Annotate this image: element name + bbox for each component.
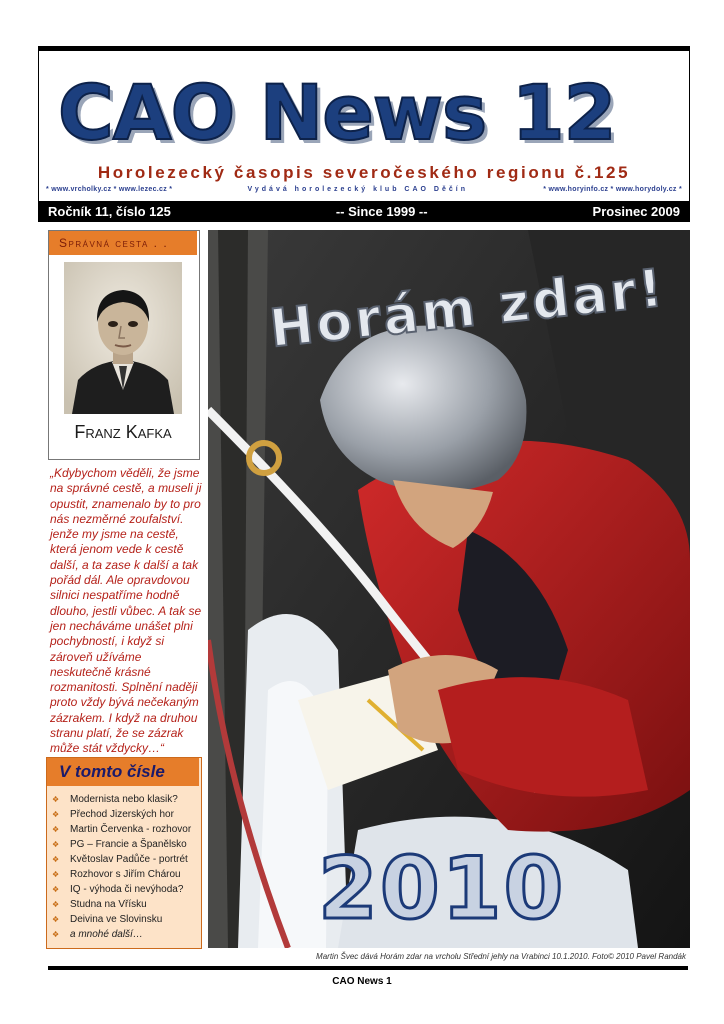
photo-caption: Martin Švec dává Horám zdar na vrcholu Střední jehly na Vrabinci 10.1.2010. Foto© 2010 Pavel Randák xyxy=(316,952,686,961)
portrait-image xyxy=(64,262,182,414)
bullet-icon: ❖ xyxy=(52,795,60,804)
publisher-line: Vydává horolezecký klub CAO Děčín xyxy=(247,186,468,193)
bullet-icon: ❖ xyxy=(52,885,60,894)
contents-list xyxy=(52,792,198,942)
bullet-icon: ❖ xyxy=(52,900,60,909)
issue-date: Prosinec 2009 xyxy=(592,204,680,219)
masthead-links xyxy=(46,186,682,193)
page-footer: CAO News 1 xyxy=(332,976,392,987)
links-right: * www.horyinfo.cz * www.horydoly.cz * xyxy=(543,186,682,193)
magazine-title: CAO News 12 xyxy=(58,68,616,157)
bullet-icon: ❖ xyxy=(52,870,60,879)
issue-volume: Ročník 11, číslo 125 xyxy=(48,204,171,219)
contents-item: ❖ Deivina ve Slovinsku xyxy=(52,914,163,925)
bullet-icon: ❖ xyxy=(52,810,60,819)
cover-photo xyxy=(208,230,690,948)
contents-item: ❖ PG – Francie a Španělsko xyxy=(52,839,187,850)
contents-item: ❖ Studna na Vřísku xyxy=(52,899,147,910)
footer-rule xyxy=(48,966,688,970)
bullet-icon: ❖ xyxy=(52,915,60,924)
contents-item: ❖ a mnohé další… xyxy=(52,929,143,940)
contents-item: ❖ Rozhovor s Jiřím Chárou xyxy=(52,869,181,880)
bullet-icon: ❖ xyxy=(52,930,60,939)
bullet-icon: ❖ xyxy=(52,855,60,864)
issue-bar xyxy=(38,201,690,222)
contents-item: ❖ Květoslav Padůče - portrét xyxy=(52,854,188,865)
contents-item: ❖ Modernista nebo klasik? xyxy=(52,794,178,805)
portrait-name: Franz Kafka xyxy=(74,422,172,442)
contents-item: ❖ Martin Červenka - rozhovor xyxy=(52,824,192,835)
kafka-quote: „Kdybychom věděli, že jsme na správné cestě, a museli ji opustit, znamenalo by to pro nás nezměrné zoufalství. jenže my jsme na cestě, která jenom vede k cestě další, a ta zase k další a tak pořád dál. Ale opravdovou silnici nespatříme hodně dlouho, jestli vůbec. A tak se jen necháváme unášet plni pochybností, i když si zároveň užíváme neskutečně krásné rozmanitosti. Splnění naději proto vždy bývá nečekaným zázrakem. I když na druhou stranu platí, že se zázrak může stát vždycky…“ xyxy=(50,466,202,756)
kafka-portrait xyxy=(64,262,182,414)
bullet-icon: ❖ xyxy=(52,825,60,834)
issue-since: -- Since 1999 -- xyxy=(335,204,428,219)
quote-box-heading: Správná cesta . . xyxy=(49,231,197,255)
contents-heading: V tomto čísle xyxy=(47,758,199,786)
links-left: * www.vrcholky.cz * www.lezec.cz * xyxy=(46,186,173,193)
contents-item: ❖ Přechod Jizerských hor xyxy=(52,809,174,820)
contents-item: ❖ IQ - výhoda či nevýhoda? xyxy=(52,884,184,895)
year-text: 2010 xyxy=(318,839,566,939)
bullet-icon: ❖ xyxy=(52,840,60,849)
magazine-subtitle: Horolezecký časopis severočeského regionu č.125 xyxy=(97,163,631,182)
greeting-text: Horám zdar! xyxy=(267,258,669,360)
photo-overlay-text xyxy=(208,230,690,948)
